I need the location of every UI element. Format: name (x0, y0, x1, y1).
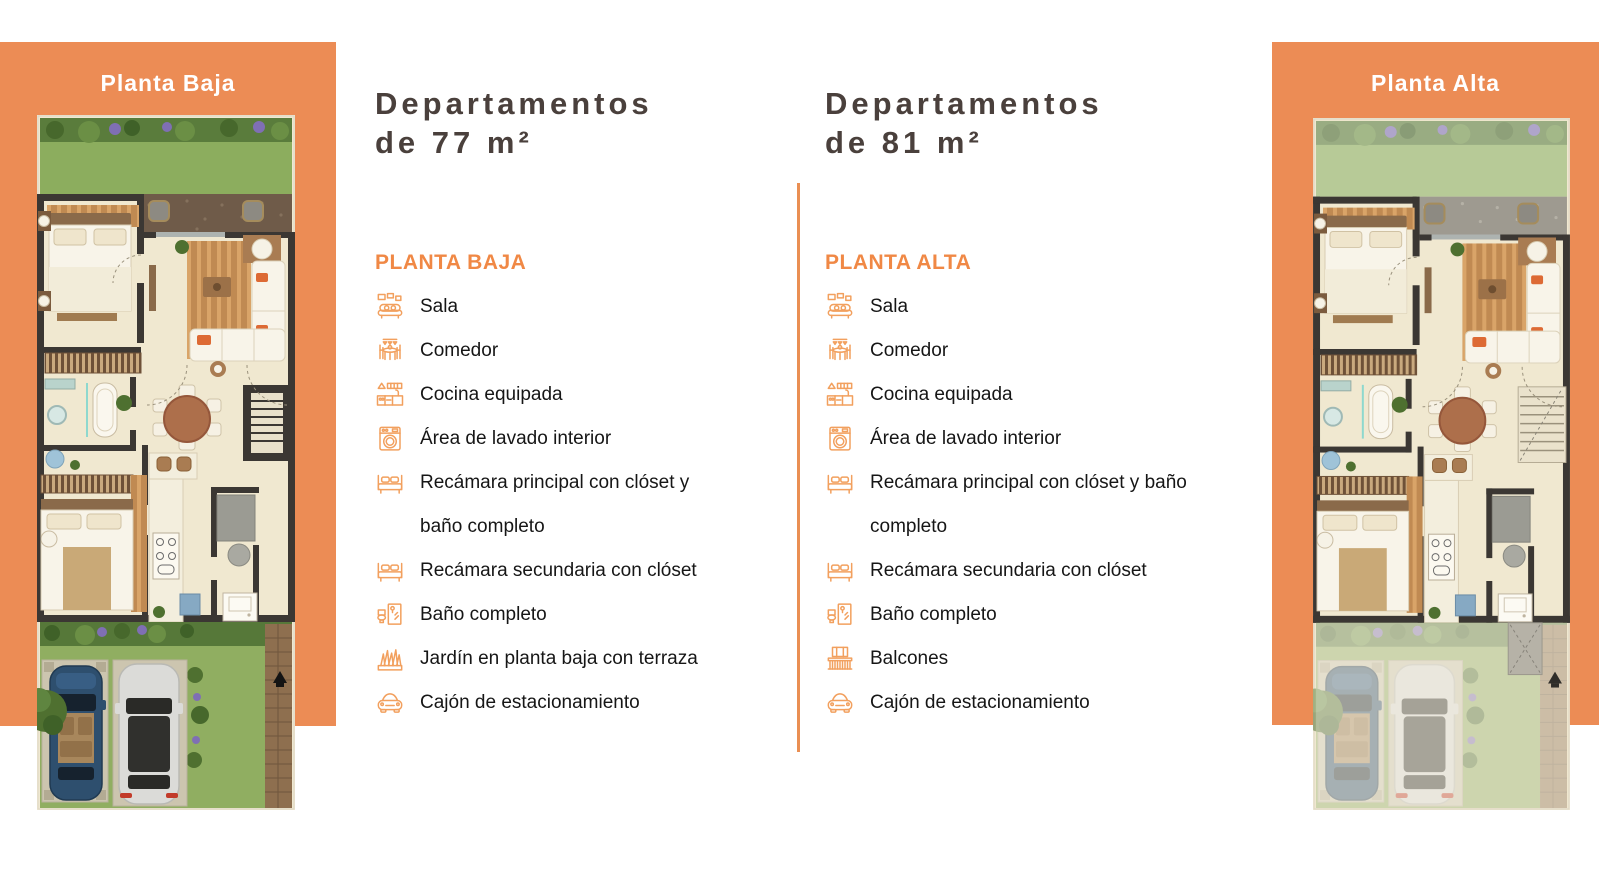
car-icon (825, 688, 855, 718)
bathroom-icon (375, 600, 405, 630)
list-item-label: Cajón de estacionamiento (420, 692, 640, 713)
list-item-label: Área de lavado interior (870, 428, 1062, 449)
ground-floor-plan-image (37, 115, 295, 810)
bed-icon (375, 468, 405, 498)
vertical-divider (797, 183, 800, 752)
column-81-heading: Departamentos de 81 m² (825, 86, 1103, 160)
feature-list-81 (825, 285, 1225, 725)
balcony-icon (825, 644, 855, 674)
list-item-label: Cajón de estacionamiento (870, 692, 1090, 713)
column-77-heading: Departamentos de 77 m² (375, 86, 653, 160)
list-item (375, 329, 735, 373)
ground-floor-panel-title: Planta Baja (100, 70, 236, 96)
list-item (375, 373, 735, 417)
list-item (825, 549, 1225, 593)
list-item-label: Área de lavado interior (420, 428, 612, 449)
dining-icon (825, 336, 855, 366)
list-item (825, 417, 1225, 461)
list-item-label: Comedor (420, 340, 499, 361)
list-item (825, 373, 1225, 417)
list-item-label: Recámara principal con clóset y baño completo (870, 472, 1187, 537)
list-item (825, 637, 1225, 681)
list-item (375, 549, 735, 593)
list-item-label: Recámara principal con clóset y baño completo (420, 472, 690, 537)
list-item-label: Sala (420, 296, 459, 317)
bed-icon (825, 468, 855, 498)
car-icon (375, 688, 405, 718)
list-item-label: Recámara secundaria con clóset (420, 560, 697, 581)
garden-icon (375, 644, 405, 674)
list-item-label: Baño completo (420, 604, 547, 625)
list-item (825, 681, 1225, 725)
washer-icon (825, 424, 855, 454)
list-item (375, 461, 735, 549)
list-item-label: Cocina equipada (870, 384, 1013, 405)
dining-icon (375, 336, 405, 366)
bed-icon (375, 556, 405, 586)
list-item-label: Baño completo (870, 604, 997, 625)
feature-list-77 (375, 285, 735, 725)
column-81-subtitle: PLANTA ALTA (825, 251, 972, 274)
bed-icon (825, 556, 855, 586)
list-item (825, 329, 1225, 373)
list-item (825, 593, 1225, 637)
list-item-label: Recámara secundaria con clóset (870, 560, 1147, 581)
kitchen-icon (375, 380, 405, 410)
list-item (375, 593, 735, 637)
list-item (375, 285, 735, 329)
upper-floor-panel-title: Planta Alta (1370, 70, 1500, 96)
list-item-label: Jardín en planta baja con terraza (420, 648, 698, 669)
washer-icon (375, 424, 405, 454)
list-item-label: Comedor (870, 340, 949, 361)
column-departamentos-77 (375, 84, 735, 725)
list-item (375, 637, 735, 681)
column-departamentos-81 (825, 84, 1225, 725)
list-item (825, 285, 1225, 329)
sofa-icon (375, 292, 405, 322)
kitchen-icon (825, 380, 855, 410)
sofa-icon (825, 292, 855, 322)
list-item-label: Sala (870, 296, 909, 317)
list-item (375, 681, 735, 725)
list-item-label: Balcones (870, 648, 949, 669)
column-77-subtitle: PLANTA BAJA (375, 251, 527, 274)
list-item-label: Cocina equipada (420, 384, 563, 405)
list-item (375, 417, 735, 461)
upper-floor-plan-image (1313, 118, 1570, 810)
list-item (825, 461, 1225, 549)
bathroom-icon (825, 600, 855, 630)
